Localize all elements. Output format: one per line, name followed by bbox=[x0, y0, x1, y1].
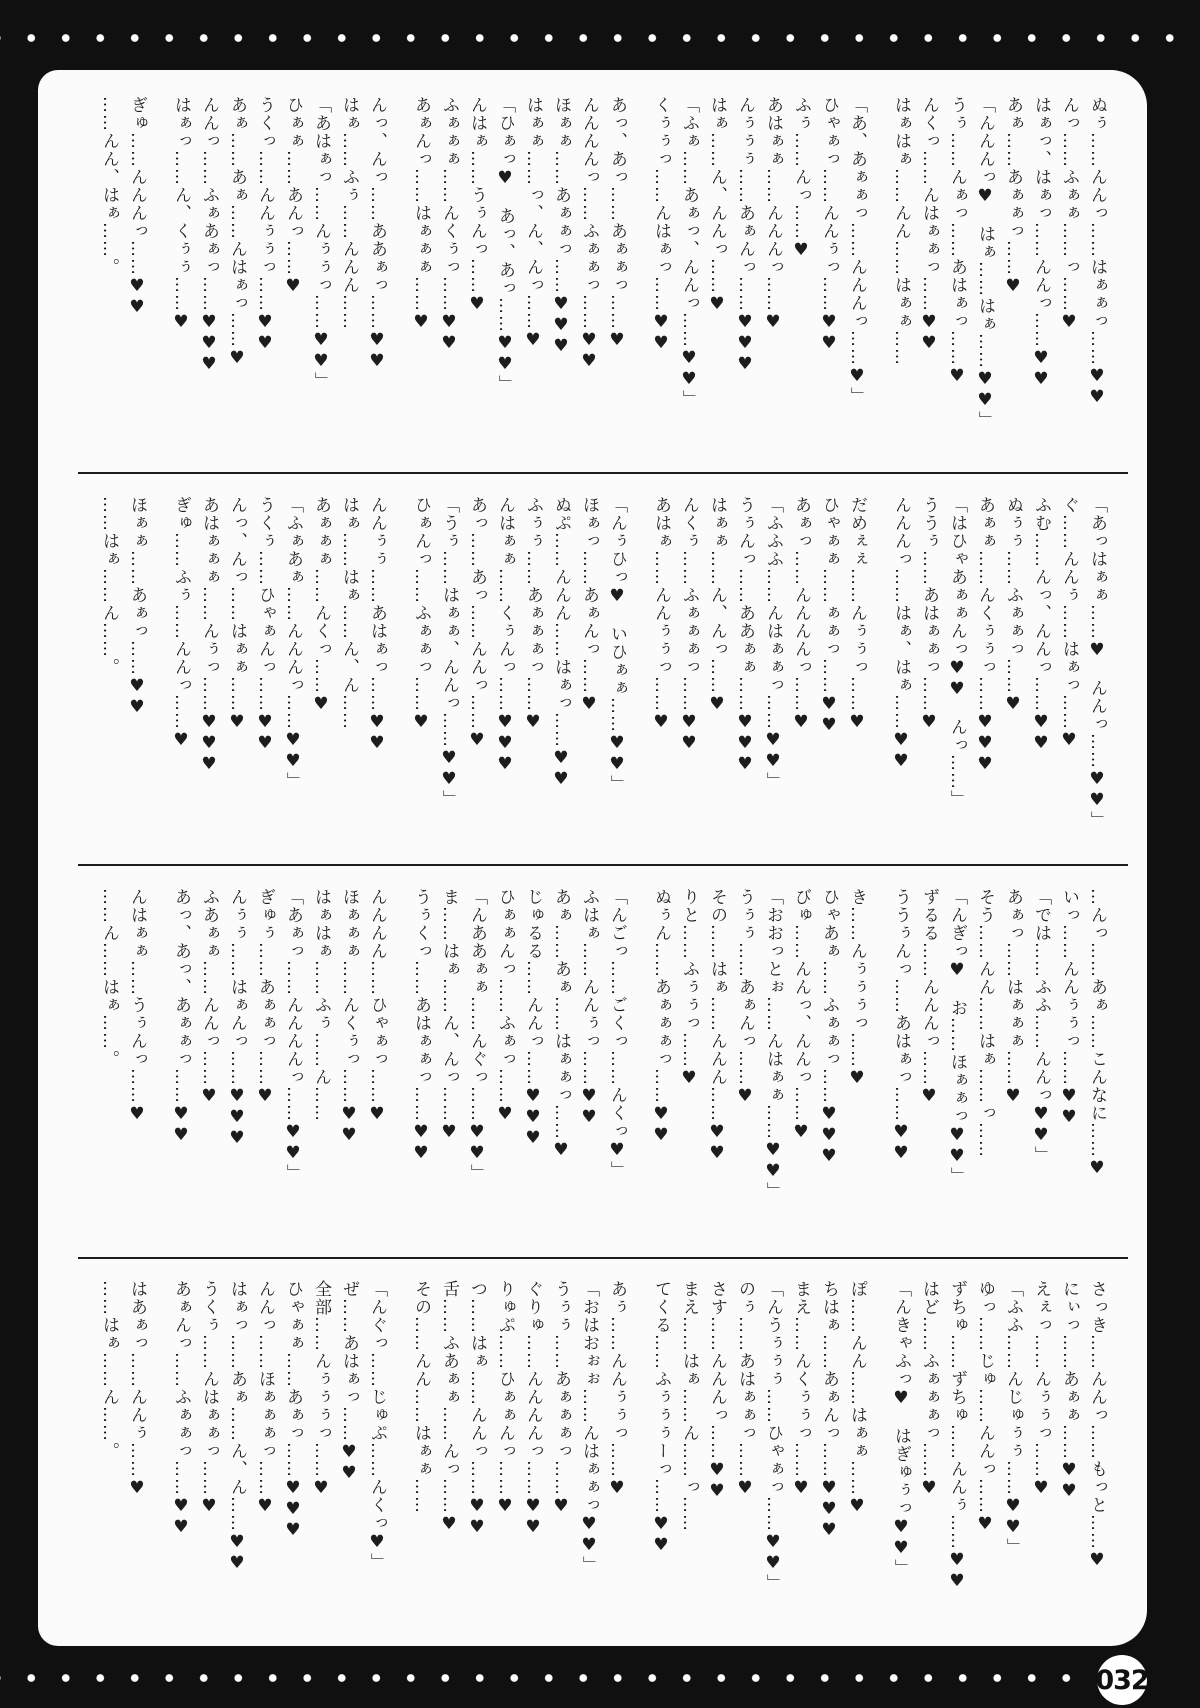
page-number: 032 bbox=[1095, 1664, 1149, 1696]
band-divider-2 bbox=[78, 864, 1128, 866]
text-column: 「んうぅぅぅ……ひゃぁっ……♥♥」 bbox=[763, 1280, 783, 1592]
text-band-1 bbox=[78, 96, 1111, 456]
text-column: 「あ、あぁぁっ……んんんっ……♥」 bbox=[847, 96, 867, 405]
text-column: 「ふぁあぁ……んんんっ……♥♥」 bbox=[283, 496, 303, 790]
text-column: ぐ……んんぅ……はぁっ……♥ bbox=[1059, 496, 1079, 751]
text-column: ゆっ……じゅ……んんっ……♥ bbox=[975, 1280, 995, 1535]
text-column: んはぁ……うぅんっ……♥ bbox=[467, 96, 487, 315]
text-column: ぬぅぅ……ふぁぁっ……♥ bbox=[1003, 496, 1023, 715]
text-column: あっ、あっ、あぁぁっ……♥♥ bbox=[171, 888, 191, 1146]
text-column: んっ、んっ……はぁぁ……♥ bbox=[227, 496, 247, 733]
text-column: ほぁぁぁ……んくぅっ……♥♥ bbox=[339, 888, 359, 1146]
text-column: うくぅ……んはぁぁっ……♥ bbox=[199, 1280, 219, 1517]
text-column: そう……んん……はぁ……っ…… bbox=[975, 888, 995, 1158]
text-band-2 bbox=[78, 496, 1111, 850]
band-divider-1 bbox=[78, 472, 1128, 474]
text-column: んんっ……ほぁぁぁっ……♥ bbox=[255, 1280, 275, 1517]
text-column: くぅぅっ……んはぁっ……♥♥ bbox=[651, 96, 671, 354]
text-column: 「ふぁ……あぁっ、んんっ……♥♥」 bbox=[679, 96, 699, 408]
text-column: えぇっ……んぅぅっ……♥ bbox=[1031, 1280, 1051, 1499]
text-column: んぅぅぅ……あぁんっ……♥♥♥ bbox=[735, 96, 755, 375]
text-column: ひゃぁぁ……ぁぁっ……♥♥ bbox=[819, 496, 839, 736]
text-column: ふぅぅ……あぁぁぁっ……♥ bbox=[523, 496, 543, 733]
text-column: まえ……はぁ……ん……っ…… bbox=[679, 1280, 699, 1532]
text-column: 「あぁっ……んんんんっ……♥♥」 bbox=[283, 888, 303, 1182]
text-column: その……んん……はぁぁ…… bbox=[411, 1280, 431, 1514]
text-column: 「おおっとぉ……んはぁぁ……♥♥」 bbox=[763, 888, 783, 1200]
text-column: あぁんっ……はぁぁぁ……♥ bbox=[411, 96, 431, 333]
text-column: さっき……んんっ……もっと……♥ bbox=[1087, 1280, 1107, 1571]
text-column: 「ひぁっ♥ あっ、あっ……♥♥」 bbox=[495, 96, 515, 393]
text-column: まえ……んくぅぅっ……♥ bbox=[791, 1280, 811, 1499]
dot-border-bottom bbox=[0, 1672, 1085, 1684]
text-column: あはぁぁ……んんんっ……♥ bbox=[763, 96, 783, 333]
text-column: んくっ……んはぁぁっ……♥♥ bbox=[919, 96, 939, 354]
text-column: ううぅんっ……あはぁっ……♥♥ bbox=[891, 888, 911, 1164]
text-column: ほぁぁ……あぁぁっ……♥♥♥ bbox=[551, 96, 571, 357]
text-column: 「あっはぁぁ……♥ んんっ……♥♥」 bbox=[1087, 496, 1107, 829]
text-column: ぬぅん……あぁぁぁっ……♥♥ bbox=[651, 888, 671, 1146]
text-column: はあぁっ……んんぅ……♥ bbox=[127, 1280, 147, 1499]
text-column: あぁぁぁ……んくっ……♥ bbox=[311, 496, 331, 715]
text-column: 「あはぁっ……んぅぅっ……♥♥」 bbox=[311, 96, 331, 390]
text-column: ほぁぁ……あぁっ……♥♥ bbox=[127, 496, 147, 718]
text-column: ふぁぁぁ……んくぅっ……♥♥ bbox=[439, 96, 459, 354]
text-column: 「おはおぉぉ……んはぁぁっ♥♥」 bbox=[579, 1280, 599, 1574]
text-column: んんんんっ……ふぁぁっ……♥♥ bbox=[579, 96, 599, 372]
text-column: あぁぁ……んくぅぅっ……♥♥♥ bbox=[975, 496, 995, 775]
text-column: はぁっ……あぁ……ん、ん……♥♥ bbox=[227, 1280, 247, 1574]
text-column: はぁ……ん、んんっ……♥ bbox=[707, 96, 727, 315]
text-column: はぁっ……ん、くぅぅ……♥ bbox=[171, 96, 191, 333]
text-column: にぃっ……あぁぁ……♥♥ bbox=[1059, 1280, 1079, 1502]
text-band-4 bbox=[78, 1280, 1111, 1636]
text-column: んんんっ……はぁ、はぁ……♥♥ bbox=[891, 496, 911, 772]
text-column: んっ、んっ……ああぁっ……♥♥ bbox=[367, 96, 387, 372]
text-column: あぁ……あぁ……はぁぁっ……♥ bbox=[551, 888, 571, 1161]
text-column: ぎゅ……ふぅ……んんっ……♥ bbox=[171, 496, 191, 751]
text-column: 「んああぁぁ……んぐっ……♥♥」 bbox=[467, 888, 487, 1182]
text-column: はぁぁ……っ、ん、んっ……♥ bbox=[523, 96, 543, 351]
text-column: ひゃあぁ……ふぁぁっ……♥♥♥ bbox=[819, 888, 839, 1167]
text-column: ずちゅ……ずちゅ……んんぅ……♥♥ bbox=[947, 1280, 967, 1592]
text-column: うぅくっ……あはぁぁっ……♥♥ bbox=[411, 888, 431, 1164]
text-column: のぅ……あはぁぁっ……♥ bbox=[735, 1280, 755, 1499]
text-column: あっ……あっ……んんっ……♥ bbox=[467, 496, 487, 751]
text-column: んっ……ふぁぁ……っ……♥ bbox=[1059, 96, 1079, 333]
text-column: うぅ……んぁっ……あはぁっ……♥ bbox=[947, 96, 967, 387]
text-column: 「うぅ……はぁぁ、んんっ……♥♥」 bbox=[439, 496, 459, 808]
text-column: あぁんっ……ふぁぁっ……♥♥ bbox=[171, 1280, 191, 1538]
text-column: 「はひゃあぁぁんっ♥♥ んっ……」 bbox=[947, 496, 967, 808]
dot-border-top bbox=[0, 32, 1200, 44]
text-column: んんんん……ひゃぁっ……♥ bbox=[367, 888, 387, 1125]
text-column: き……んぅぅぅっ……♥ bbox=[847, 888, 867, 1089]
text-column: うくぅ……ひゃぁんっ……♥♥ bbox=[255, 496, 275, 754]
text-column: じゅるる……んんっ……♥♥♥ bbox=[523, 888, 543, 1149]
text-column: うくっ……んんぅぅっ……♥♥ bbox=[255, 96, 275, 354]
text-column: ぬぷ……んんん……はぁっ……♥♥ bbox=[551, 496, 571, 790]
text-column: ……はぁ……ん……。 bbox=[99, 1280, 119, 1460]
text-column: ひぁぁ……あんっ……♥ bbox=[283, 96, 303, 297]
text-column: ふむ……んっ、んんっ……♥♥ bbox=[1031, 496, 1051, 754]
text-column: ふはぁ……んんぅっ……♥♥ bbox=[579, 888, 599, 1128]
text-column: あぁっ……はぁぁぁ……♥ bbox=[1003, 888, 1023, 1107]
text-column: 全部……んぅぅぅっ……♥ bbox=[311, 1280, 331, 1499]
text-column: 「んんんっ♥ はぁ……はぁ……♥♥」 bbox=[975, 96, 995, 429]
text-column: ずるる……んんんっ……♥ bbox=[919, 888, 939, 1107]
text-column: ……はぁ……ん……。 bbox=[99, 496, 119, 676]
text-column: ひぁんっ……ふぁぁっ……♥ bbox=[411, 496, 431, 733]
text-column: その……はぁ……んんん……♥♥ bbox=[707, 888, 727, 1164]
text-column: んはぁぁ……くぅんっ……♥♥♥ bbox=[495, 496, 515, 775]
text-column: びゅ……んんっ、んんっ……♥ bbox=[791, 888, 811, 1143]
text-column: はぁはぁ……ふぅ……ん…… bbox=[311, 888, 331, 1122]
text-column: だめぇぇ……んぅぅっ……♥ bbox=[847, 496, 867, 733]
text-column: 舌……ふあぁぁ……んっ……♥ bbox=[439, 1280, 459, 1535]
text-column: んくぅ……ふぁぁぁっ……♥♥ bbox=[679, 496, 699, 754]
text-column: りゅぷ……ひぁぁんっ……♥ bbox=[495, 1280, 515, 1517]
text-column: 「んぅひっ♥ いひぁぁ……♥♥」 bbox=[607, 496, 627, 793]
text-column: ひゃぁっ……んんぅっ……♥♥ bbox=[819, 96, 839, 354]
text-column: ほぁっ……あぁんっ……♥ bbox=[579, 496, 599, 715]
text-band-3 bbox=[78, 888, 1111, 1243]
text-column: うぅぅ……あぁんっ……♥ bbox=[735, 888, 755, 1107]
text-column: ま……はぁ……ん、んっ……♥ bbox=[439, 888, 459, 1143]
text-column: いっ……んんぅぅっ……♥♥ bbox=[1059, 888, 1079, 1128]
text-column: んんぅぅ……あはぁっ……♥♥ bbox=[367, 496, 387, 754]
text-column: ひゃぁぁ……あぁっ……♥♥♥ bbox=[283, 1280, 303, 1541]
text-column: あぅ……んんぅぅっ……♥ bbox=[607, 1280, 627, 1499]
text-column: あっ、あっ……あぁぁっ……♥ bbox=[607, 96, 627, 351]
text-column: ぐりゅ……んんんんっ……♥♥ bbox=[523, 1280, 543, 1538]
text-column: 「ふふふ……んはぁぁっ……♥♥」 bbox=[763, 496, 783, 790]
text-column: 「んぐっ……じゅぷ……んくっ♥」 bbox=[367, 1280, 387, 1571]
text-column: ちはぁ……あぁんっ……♥♥♥ bbox=[819, 1280, 839, 1541]
text-column: んぅぅ……はぁんっ……♥♥♥ bbox=[227, 888, 247, 1149]
text-column: ぽ……んん……はぁぁ……♥ bbox=[847, 1280, 867, 1517]
text-column: あぁ……あぁ……んはぁっ……♥ bbox=[227, 96, 247, 369]
text-column: 「ふふ……んじゅぅぅ……♥♥」 bbox=[1003, 1280, 1023, 1556]
text-column: あはぁ……んんぅぅっ……♥ bbox=[651, 496, 671, 733]
text-column: ひぁぁんっ……ふぁっ……♥ bbox=[495, 888, 515, 1125]
text-column: はぁ……ふぅ……んんん…… bbox=[339, 96, 359, 330]
text-column: りと……ふぅぅっ……♥ bbox=[679, 888, 699, 1089]
text-column: …んっ……あぁ……こんなに……♥ bbox=[1087, 888, 1107, 1179]
text-column: あぁ……あぁぁっ……♥ bbox=[1003, 96, 1023, 297]
text-column: ぎゅ……んんんっ……♥♥ bbox=[127, 96, 147, 318]
text-column: はど……ふぁぁぁっ……♥ bbox=[919, 1280, 939, 1499]
text-column: うぅぅ……あぁぁぁっ……♥ bbox=[551, 1280, 571, 1517]
text-column: はぁぁ……ん、んっ……♥ bbox=[707, 496, 727, 715]
page bbox=[38, 70, 1147, 1646]
band-divider-3 bbox=[78, 1257, 1128, 1259]
text-column: ううぅ……あはぁぁっ……♥ bbox=[919, 496, 939, 733]
text-column: あぁっ……んんんんっ……♥ bbox=[791, 496, 811, 733]
text-column: んはぁぁ……うぅんっ……♥ bbox=[127, 888, 147, 1125]
text-column: 「んきゃふっ♥ はぎゅぅっ♥♥」 bbox=[891, 1280, 911, 1577]
text-column: ぜ……あはぁっ……♥♥ bbox=[339, 1280, 359, 1484]
text-column: 「んぎっ♥ お……ほぁぁっ♥♥」 bbox=[947, 888, 967, 1185]
text-column: ふあぁぁ……んんっ……♥ bbox=[199, 888, 219, 1107]
text-column: ふぅ……んっ……♥ bbox=[791, 96, 811, 261]
text-column: つ……はぁ……んんっ……♥♥ bbox=[467, 1280, 487, 1538]
text-column: てくる……ふぅぅぅーっ……♥♥ bbox=[651, 1280, 671, 1556]
text-column: はぁはぁ……んん……はぁぁ…… bbox=[891, 96, 911, 366]
text-column: あはぁぁぁ……んぅっ……♥♥♥ bbox=[199, 496, 219, 775]
text-column: ……んん、はぁ……。 bbox=[99, 96, 119, 276]
text-column: さす……んんんっ……♥♥ bbox=[707, 1280, 727, 1502]
text-column: ……ん……はぁ……。 bbox=[99, 888, 119, 1068]
text-column: ぎゅぅ……あぁぁっ……♥ bbox=[255, 888, 275, 1107]
text-column: はぁ……はぁ……ん、ん…… bbox=[339, 496, 359, 730]
page-number-badge bbox=[1097, 1655, 1147, 1705]
text-column: ぬぅ……んんっ……はぁぁっ……♥♥ bbox=[1087, 96, 1107, 408]
text-column: 「では……ふふ……んんっ♥♥」 bbox=[1031, 888, 1051, 1164]
text-column: んんっ……ふぁあぁっ……♥♥♥ bbox=[199, 96, 219, 375]
text-column: はぁっ、はぁっ……んんっ……♥♥ bbox=[1031, 96, 1051, 390]
text-column: うぅんっ……ああぁぁ……♥♥♥ bbox=[735, 496, 755, 775]
text-column: 「んごっ……ごくっ……んくっ♥」 bbox=[607, 888, 627, 1179]
